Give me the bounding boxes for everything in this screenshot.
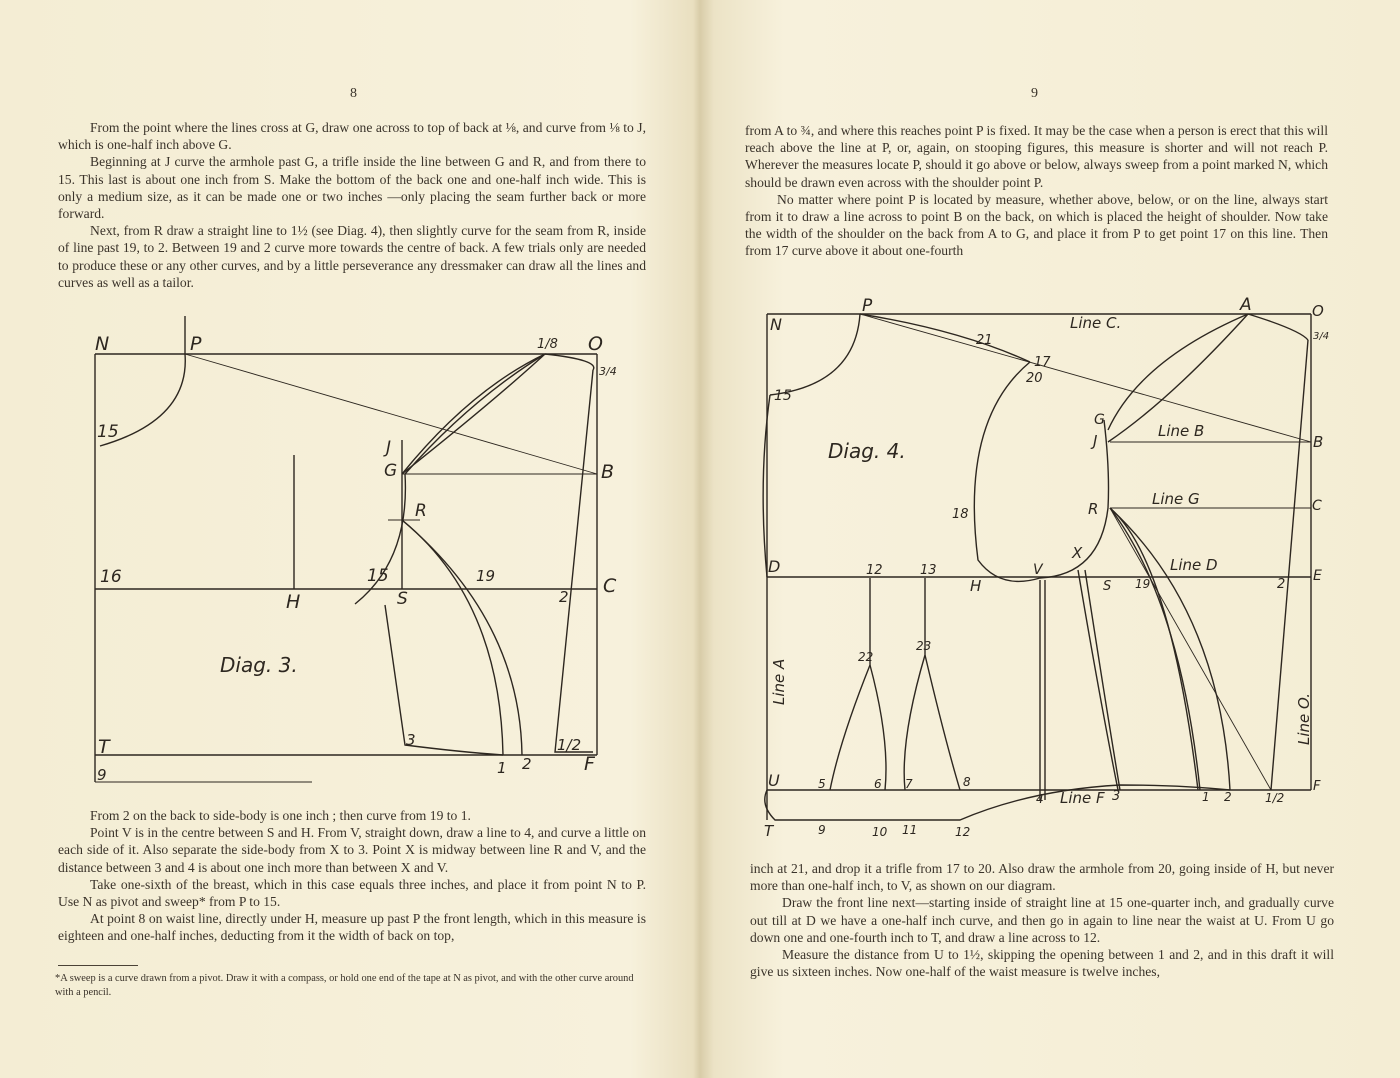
label-P: P xyxy=(190,333,202,355)
label-S: S xyxy=(397,589,408,609)
diagram-4 xyxy=(700,0,1400,860)
label-18: 18 xyxy=(952,507,969,522)
label-line-o: Line O. xyxy=(1295,693,1313,745)
label-D: D xyxy=(768,557,781,576)
body-text-bottom xyxy=(58,807,646,945)
label-11: 11 xyxy=(902,823,918,837)
label-J: J xyxy=(386,438,392,458)
label-15: 15 xyxy=(774,388,792,404)
label-P: P xyxy=(862,296,873,316)
label-19: 19 xyxy=(1135,577,1151,591)
label-R: R xyxy=(415,501,427,521)
paragraph: From the point where the lines cross at G, draw one across to top of back at ⅛, and curve from ⅛ to J, which is one-half inch above G. xyxy=(58,120,646,153)
label-three-quarter: 3/4 xyxy=(599,365,617,378)
label-U: U xyxy=(768,771,780,790)
label-C: C xyxy=(603,575,617,597)
label-A: A xyxy=(1240,295,1252,315)
label-2: 2 xyxy=(522,755,532,773)
paragraph: inch at 21, and drop it a trifle from 17 to 20. Also draw the armhole from 20, going inside of H, but never more than one-half inch, to V, as shown on our diagram. xyxy=(750,861,1334,894)
label-line-d: Line D xyxy=(1170,556,1218,574)
label-13: 13 xyxy=(920,563,937,578)
label-5: 5 xyxy=(818,777,826,791)
label-G: G xyxy=(384,461,398,481)
label-20: 20 xyxy=(1026,371,1043,386)
label-line-a: Line A xyxy=(770,658,788,705)
caption: Diag. 3. xyxy=(220,653,298,677)
label-G: G xyxy=(1094,412,1105,428)
label-6: 6 xyxy=(874,777,882,791)
label-21: 21 xyxy=(976,333,993,348)
label-three-quarter: 3/4 xyxy=(1313,331,1330,342)
diagram-3 xyxy=(0,0,700,800)
label-one-half: 1/2 xyxy=(1265,791,1285,805)
label-B: B xyxy=(601,461,615,483)
label-19: 19 xyxy=(476,567,496,585)
label-15-mid: 15 xyxy=(367,566,389,586)
label-F: F xyxy=(584,753,595,775)
label-R: R xyxy=(1088,500,1099,518)
label-16: 16 xyxy=(100,567,122,587)
label-7: 7 xyxy=(905,777,913,791)
label-8: 8 xyxy=(963,775,971,789)
label-9: 9 xyxy=(97,766,107,784)
label-1: 1 xyxy=(1202,790,1210,804)
label-H: H xyxy=(970,577,982,595)
paragraph: Draw the front line next—starting inside of straight line at 15 one-quarter inch, and gradually curve out till at D we have a one-half inch curve, and then go in again to line near the waist at U. From U go down one and one-fourth inch to T, and draw a line across to 12. xyxy=(750,895,1334,945)
caption: Diag. 4. xyxy=(828,439,906,463)
label-O: O xyxy=(588,333,603,355)
label-line-c: Line C. xyxy=(1070,314,1122,332)
label-9: 9 xyxy=(818,823,826,837)
label-4: 4 xyxy=(1036,792,1044,806)
body-text-bottom xyxy=(750,860,1334,980)
label-H: H xyxy=(286,591,301,613)
label-X: X xyxy=(1072,544,1083,562)
paragraph: from A to ¾, and where this reaches point P is fixed. It may be the case when a person is erect that this will reach above the line at P, or, again, on stooping figures, this measure is shorter and will not reach P. Wherever the measures locate P, should it go above or below, always sweep from a point marked N, which should be drawn even across with the shoulder point P. xyxy=(745,123,1328,190)
label-3: 3 xyxy=(406,731,416,749)
label-N: N xyxy=(95,333,110,355)
label-line-g: Line G xyxy=(1152,490,1200,508)
label-T: T xyxy=(764,822,774,840)
label-J: J xyxy=(1093,432,1098,450)
label-10: 10 xyxy=(872,825,888,839)
label-V: V xyxy=(1033,562,1043,578)
paragraph: At point 8 on waist line, directly under H, measure up past P the front length, which in this measure is eighteen and one-half inches, deducting from it the width of back on top, xyxy=(58,911,646,944)
label-2-top: 2 xyxy=(1277,577,1286,592)
label-15: 15 xyxy=(97,422,119,442)
right-page xyxy=(700,0,1400,1078)
page-number: 8 xyxy=(350,86,357,101)
label-N: N xyxy=(770,315,782,334)
label-1: 1 xyxy=(497,759,507,777)
paragraph: Beginning at J curve the armhole past G, a trifle inside the line between G and R, and from there to 15. This last is about one inch from S. Make the bottom of the back one and one-half inch wide. This is only a medium size, as it can be made one or two inches —only placing the seam further back or more forward. xyxy=(58,154,646,222)
label-22: 22 xyxy=(858,650,874,664)
label-12: 12 xyxy=(955,825,971,839)
label-line-f: Line F xyxy=(1060,789,1105,807)
label-E: E xyxy=(1313,568,1322,584)
label-S: S xyxy=(1103,579,1112,594)
paragraph: Take one-sixth of the breast, which in this case equals three inches, and place it from point N to P. Use N as pivot and sweep* from P to 15. xyxy=(58,876,646,910)
label-line-b: Line B xyxy=(1158,422,1205,440)
label-12-top: 12 xyxy=(866,563,883,578)
paragraph: Next, from R draw a straight line to 1½ (see Diag. 4), then slightly curve for the seam from R, inside of line past 19, to 2. Between 19 and 2 curve more towards the centre of back. A few trials only are needed to produce these or any other curves, and by a little perseverance any dressmaker can draw all the lines and curves as well as a tailor. xyxy=(58,223,646,290)
footnote: *A sweep is a curve drawn from a pivot. Draw it with a compass, or hold one end of the tape at N as pivot, and with the other curve around with a pencil. xyxy=(55,973,634,998)
footnote-rule xyxy=(58,965,138,966)
label-2-top: 2 xyxy=(559,588,569,606)
paragraph: Point V is in the centre between S and H. From V, straight down, draw a line to 4, and curve a little on each side of it. Also separate the side-body from X to 3. Point X is midway between line R and V, and the distance between 3 and 4 is about one inch more than between X and V. xyxy=(58,825,646,875)
label-2: 2 xyxy=(1224,790,1232,804)
label-O: O xyxy=(1312,302,1324,320)
paragraph: No matter where point P is located by measure, whether above, below, or on the line, always start from it to draw a line across to point B on the back, on which is placed the height of shoulder. Now take the width of the shoulder on the back from A to G, and place it from P to get point 17 on this line. Then from 17 curve above it about one-fourth xyxy=(745,191,1328,259)
page-number: 9 xyxy=(1031,86,1038,101)
label-T: T xyxy=(98,736,110,758)
label-C: C xyxy=(1312,498,1322,514)
label-3: 3 xyxy=(1112,789,1121,804)
label-eighth: 1/8 xyxy=(537,337,558,352)
paragraph: From 2 on the back to side-body is one inch ; then curve from 19 to 1. xyxy=(90,808,471,823)
paragraph: Measure the distance from U to 1½, skipping the opening between 1 and 2, and in this draft it will give us sixteen inches. Now one-half of the waist measure is twelve inches, xyxy=(750,947,1334,980)
label-23: 23 xyxy=(916,639,932,653)
label-B: B xyxy=(1313,433,1324,451)
label-F: F xyxy=(1313,779,1321,794)
label-one-half: 1/2 xyxy=(557,736,582,754)
label-17: 17 xyxy=(1034,355,1051,370)
